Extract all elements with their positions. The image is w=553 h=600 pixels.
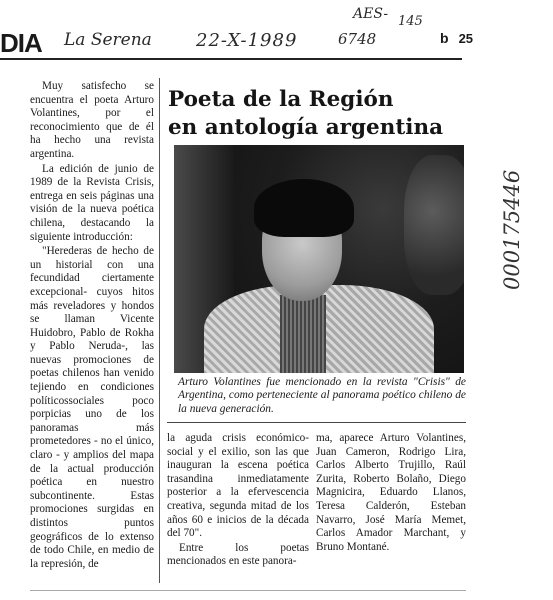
- page-number-value: 25: [458, 31, 474, 46]
- article-column-3: [316, 432, 466, 554]
- caption-rule: [167, 422, 466, 423]
- photo-caption: Arturo Volantines fue mencionado en la revista "Crisis" de Argentina, como perteneciente al panorama poético chileno de la nueva generación.: [178, 376, 466, 415]
- header-rule: [0, 58, 462, 60]
- bottom-rule: [30, 590, 466, 591]
- page-number: [440, 30, 473, 46]
- article-column-2: [167, 432, 309, 569]
- handwritten-code-mid: 6748: [338, 30, 377, 48]
- masthead: DIA: [0, 28, 42, 58]
- paragraph: ma, aparece Arturo Volantines, Juan Cameron, Rodrigo Lira, Carlos Alberto Trujillo, Raúl Zurita, Roberto Bolaño, Diego Magnicira, Eduardo Llanos, Teresa Calderón, Esteban Navarro, José María Memet, Carlos Amador Marchant, y Bruno Montané.: [316, 432, 466, 553]
- page-mark: b: [440, 30, 449, 46]
- paragraph: la aguda crisis económico-social y el exilio, son las que inauguran la escena poética trasandina inmediatamente posterior a la efervescencia creativa, segunda mitad de los años 60 e inicios de la década del 70".: [167, 432, 309, 540]
- column-divider: [159, 78, 160, 583]
- handwritten-newspaper-name: La Serena: [64, 30, 152, 50]
- portrait-photo: [174, 145, 464, 373]
- paragraph: La edición de junio de 1989 de la Revista Crisis, entrega en seis páginas una visión de la nueva poética chilena, destacando la siguiente introducción:: [30, 162, 154, 243]
- headline: [168, 86, 468, 142]
- handwritten-code-top: AES-: [353, 6, 389, 22]
- article-column-1: [30, 80, 154, 571]
- paragraph: Muy satisfecho se encuentra el poeta Arturo Volantines, por el reconocimiento que de él ha hecho una revista argentina.: [30, 80, 154, 160]
- headline-line-2: en antología argentina: [168, 115, 444, 140]
- paragraph: "Herederas de hecho de un historial con una fecundidad ciertamente excepcional- cuyos hitos más reveladores y hondos se llaman Vicente Huidobro, Pablo de Rokha y Pablo Neruda-, las nuevas promociones de poetas chilenos han venido tejiendo en condiciones políticossociales poco porpicias uno de los panoramas más prometedores - no el único, claro - y amplios del mapa de la actual producción poética en nuestro subcontinente. Estas promociones surgidas en distintos puntos geográficos de lo extenso de todo Chile, en medio de la represión, de: [30, 245, 154, 570]
- paragraph: Entre los poetas mencionados en este panora-: [167, 541, 309, 568]
- handwritten-code-right: 145: [398, 14, 423, 29]
- handwritten-date: 22-X-1989: [196, 30, 298, 51]
- headline-line-1: Poeta de la Región: [168, 87, 394, 112]
- archive-number: 000175446: [500, 169, 524, 290]
